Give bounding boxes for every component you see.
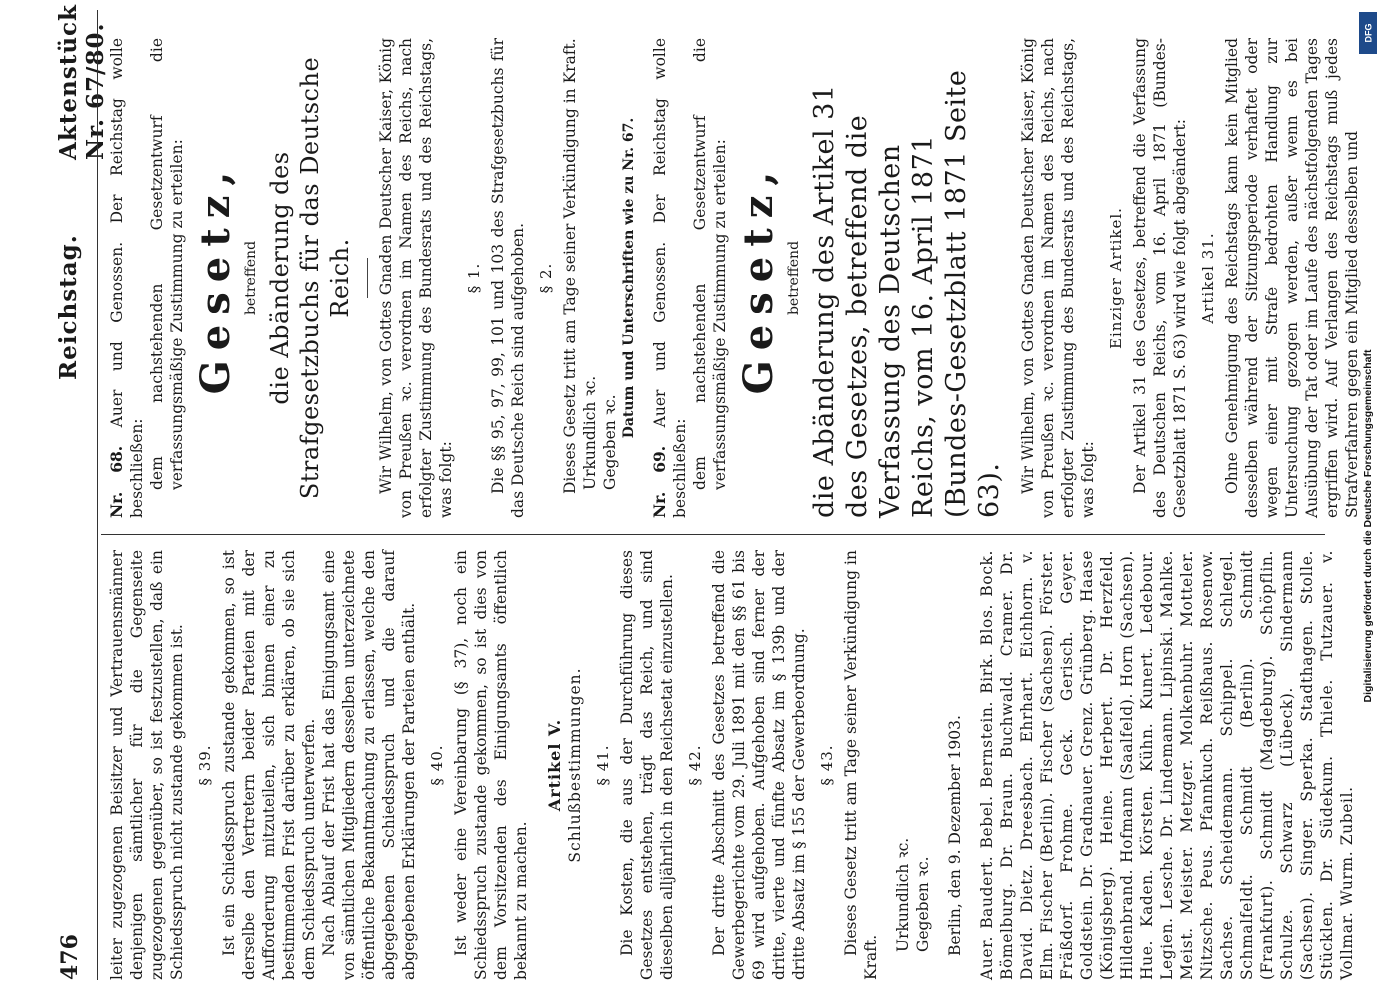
left-column	[107, 550, 1357, 980]
law-2-article-31-paragraph: Ohne Genehmigung des Reichstags kann kein Mitglied desselben während der Sitzungsperiode verhaftet oder wegen einer mit Strafe bedrohten Handlung zur Untersuchung gezogen werden, außer wenn es bei Ausübung der Tat oder im Laufe des nächstfolgenden Tages ergriffen wird. Auf Verlangen des Reichstags muß jedes Strafverfahren gegen ein Mitglied desselben und	[1223, 38, 1361, 518]
section-43-heading: § 43.	[818, 744, 836, 786]
date-line: Berlin, den 9. Dezember 1903.	[946, 715, 964, 956]
section-39-paragraph-1: Ist ein Schiedsspruch zustande gekommen, so ist derselbe den Vertretern beider Parteien mit der Aufforderung mitzuteilen, sich binnen einer zu bestimmenden Frist darüber zu erklären, ob sie sich dem Schiedsspruch unterwerfen.	[220, 550, 318, 980]
law-1-date-note: Datum und Unterschriften wie zu Nr. 67.	[621, 117, 637, 439]
nr68-label: Nr. 68.	[107, 445, 126, 518]
nr69-label: Nr. 69.	[650, 445, 669, 518]
urkundlich-text: Urkundlich ꝛc.	[894, 837, 912, 952]
law-2-single-article-paragraph: Der Artikel 31 des Gesetzes, betreffend die Verfassung des Deutschen Reichs, vom 16. April 1871 (Bundes-Gesetzblatt 1871 S. 63) wird wie folgt abgeändert:	[1131, 38, 1189, 518]
law-1-betreffend: betreffend	[243, 240, 259, 316]
page-number: 476	[57, 934, 83, 980]
section-40-paragraph: Ist weder eine Vereinbarung (§ 37), noch ein Schiedsspruch zustande gekommen, so ist dies von dem Vorsitzenden des Einigungsamts öffentlich bekannt zu machen.	[452, 550, 530, 980]
section-40-heading: § 40.	[428, 744, 446, 786]
law-1-preamble: Wir Wilhelm, von Gottes Gnaden Deutscher Kaiser, König von Preußen ꝛc. verordnen im Namen des Reichs, nach erfolgter Zustimmung des Bundesrats und des Reichstags, was folgt:	[377, 38, 455, 518]
law-2-article-31-heading: Artikel 31.	[1199, 232, 1217, 324]
law-1-section-1-paragraph: Die §§ 95, 97, 99, 101 und 103 des Strafgesetzbuchs für das Deutsche Reich sind aufgehoben.	[489, 38, 527, 518]
running-head-left: Reichstag.	[55, 234, 82, 380]
law-1-gegeben: Gegeben ꝛc.	[601, 394, 619, 490]
law-1-section-2-paragraph: Dieses Gesetz tritt am Tage seiner Verkündigung in Kraft.	[561, 38, 579, 494]
right-column	[107, 38, 1362, 518]
nr68-request: dem nachstehenden Gesetzentwurf die verfassungsmäßige Zustimmung zu erteilen:	[148, 38, 186, 490]
dfg-funding-text: Digitalisierung gefördert durch die Deutsche Forschungsgemeinschaft	[1362, 349, 1374, 703]
section-41-heading: § 41.	[594, 744, 612, 786]
article-5-subheading: Schlußbestimmungen.	[566, 667, 584, 863]
section-39-heading: § 39.	[196, 744, 214, 786]
nr69-request: dem nachstehenden Gesetzentwurf die verfassungsmäßige Zustimmung zu erteilen:	[691, 38, 729, 490]
article-5-heading: Artikel V.	[545, 718, 564, 812]
nr69-intro: Auer und Genossen. Der Reichstag wolle beschließen:	[651, 37, 689, 518]
running-head-right: Aktenstück Nr. 67/80.	[55, 4, 109, 160]
law-2-title: Gesetz,	[735, 161, 782, 395]
law-1-urkundlich: Urkundlich ꝛc.	[581, 375, 599, 490]
signatories-list: Auer. Baudert. Bebel. Bernstein. Birk. Blos. Bock. Bömelburg. Dr. Braun. Buchwald. Cramer. Dr. David. Dietz. Dreesbach. Ehrhart. Eichhorn. v. Elm. Fischer (Berlin). Fischer (Sachsen). Förster. Fräßdorf. Frohme. Geck. Gerisch. Geyer. Goldstein. Dr. Gradnauer. Grenz. Grünberg. Haase (Königsberg). Heine. Herbert. Dr. Herzfeld. Hildenbrand. Hofmann (Saalfeld). Horn (Sachsen). Hue. Kaden. Körsten. Kühn. Kunert. Ledebour. Legien. Lesche. Dr. Lindemann. Lipinski. Mahlke. Meist. Meister. Metzger. Molkenbuhr. Motteler. Nitzsche. Peus. Pfannkuch. Reißhaus. Rosenow. Sachse. Scheidemann. Schippel. Schlegel. Schmalfeldt. Schmidt (Berlin). Schmidt (Frankfurt). Schmidt (Magdeburg). Schöpflin. Schulze. Schwarz (Lübeck). Sindermann (Sachsen). Singer. Sperka. Stadthagen. Stolle. Stücklen. Dr. Südekum. Thiele. Tutzauer. v. Vollmar. Wurm. Zubeil.	[978, 550, 1356, 980]
law-1-divider	[367, 258, 368, 298]
dfg-margin-note	[1357, 6, 1379, 996]
law-2-preamble: Wir Wilhelm, von Gottes Gnaden Deutscher Kaiser, König von Preußen ꝛc. verordnen im Namen des Reichs, nach erfolgter Zustimmung des Bundesrats und des Reichstags, was folgt:	[1019, 38, 1097, 518]
section-42-paragraph: Der dritte Abschnitt des Gesetzes betreffend die Gewerbegerichte vom 29. Juli 1891 mit den §§ 61 bis 69 wird aufgehoben. Aufgehoben sind ferner der dritte, vierte und fünfte Absatz im § 139b und der dritte Absatz im § 155 der Gewerbeordnung.	[710, 550, 808, 980]
dfg-logo-icon: DFG	[1359, 12, 1377, 54]
header-rule	[97, 10, 98, 980]
law-1-section-1-heading: § 1.	[465, 262, 483, 294]
section-43-paragraph: Dieses Gesetz tritt am Tage seiner Verkündigung in Kraft.	[842, 550, 880, 980]
section-42-heading: § 42.	[686, 744, 704, 786]
law-1-title: Gesetz,	[192, 161, 239, 395]
column-divider	[101, 534, 1325, 535]
nr68-intro: Auer und Genossen. Der Reichstag wolle beschließen:	[108, 37, 146, 518]
intro-text: leiter zugezogenen Beisitzer und Vertrauensmänner denjenigen sämtlicher für die Gegenseite zugezogenen gegenüber, so ist festzustellen, daß ein Schiedsspruch nicht zustande gekommen ist.	[108, 550, 186, 980]
law-2-subject: die Abänderung des Artikel 31 des Gesetzes, betreffend die Verfassung des Deutschen Reichs, vom 16. April 1871 (Bundes-Gesetzblatt 1871 Seite 63).	[809, 69, 1005, 518]
page-header	[51, 4, 109, 980]
gegeben-text: Gegeben ꝛc.	[914, 856, 932, 952]
rotated-page	[45, 0, 1361, 1000]
law-1-section-2-heading: § 2.	[537, 262, 555, 294]
law-1-subject: die Abänderung des Strafgesetzbuchs für das Deutsche Reich.	[266, 56, 354, 500]
law-2-single-article-heading: Einziger Artikel.	[1107, 207, 1125, 349]
section-39-paragraph-2: Nach Ablauf der Frist hat das Einigungsamt eine von sämtlichen Mitgliedern desselben unterzeichnete öffentliche Bekanntmachung zu erlassen, welche den abgegebenen Schiedsspruch und die darauf abgegebenen Erklärungen der Parteien enthält.	[320, 550, 418, 980]
section-41-paragraph: Die Kosten, die aus der Durchführung dieses Gesetzes entstehen, trägt das Reich, und sind dieselben alljährlich in den Reichsetat einzustellen.	[618, 550, 676, 980]
law-2-betreffend: betreffend	[786, 240, 802, 316]
